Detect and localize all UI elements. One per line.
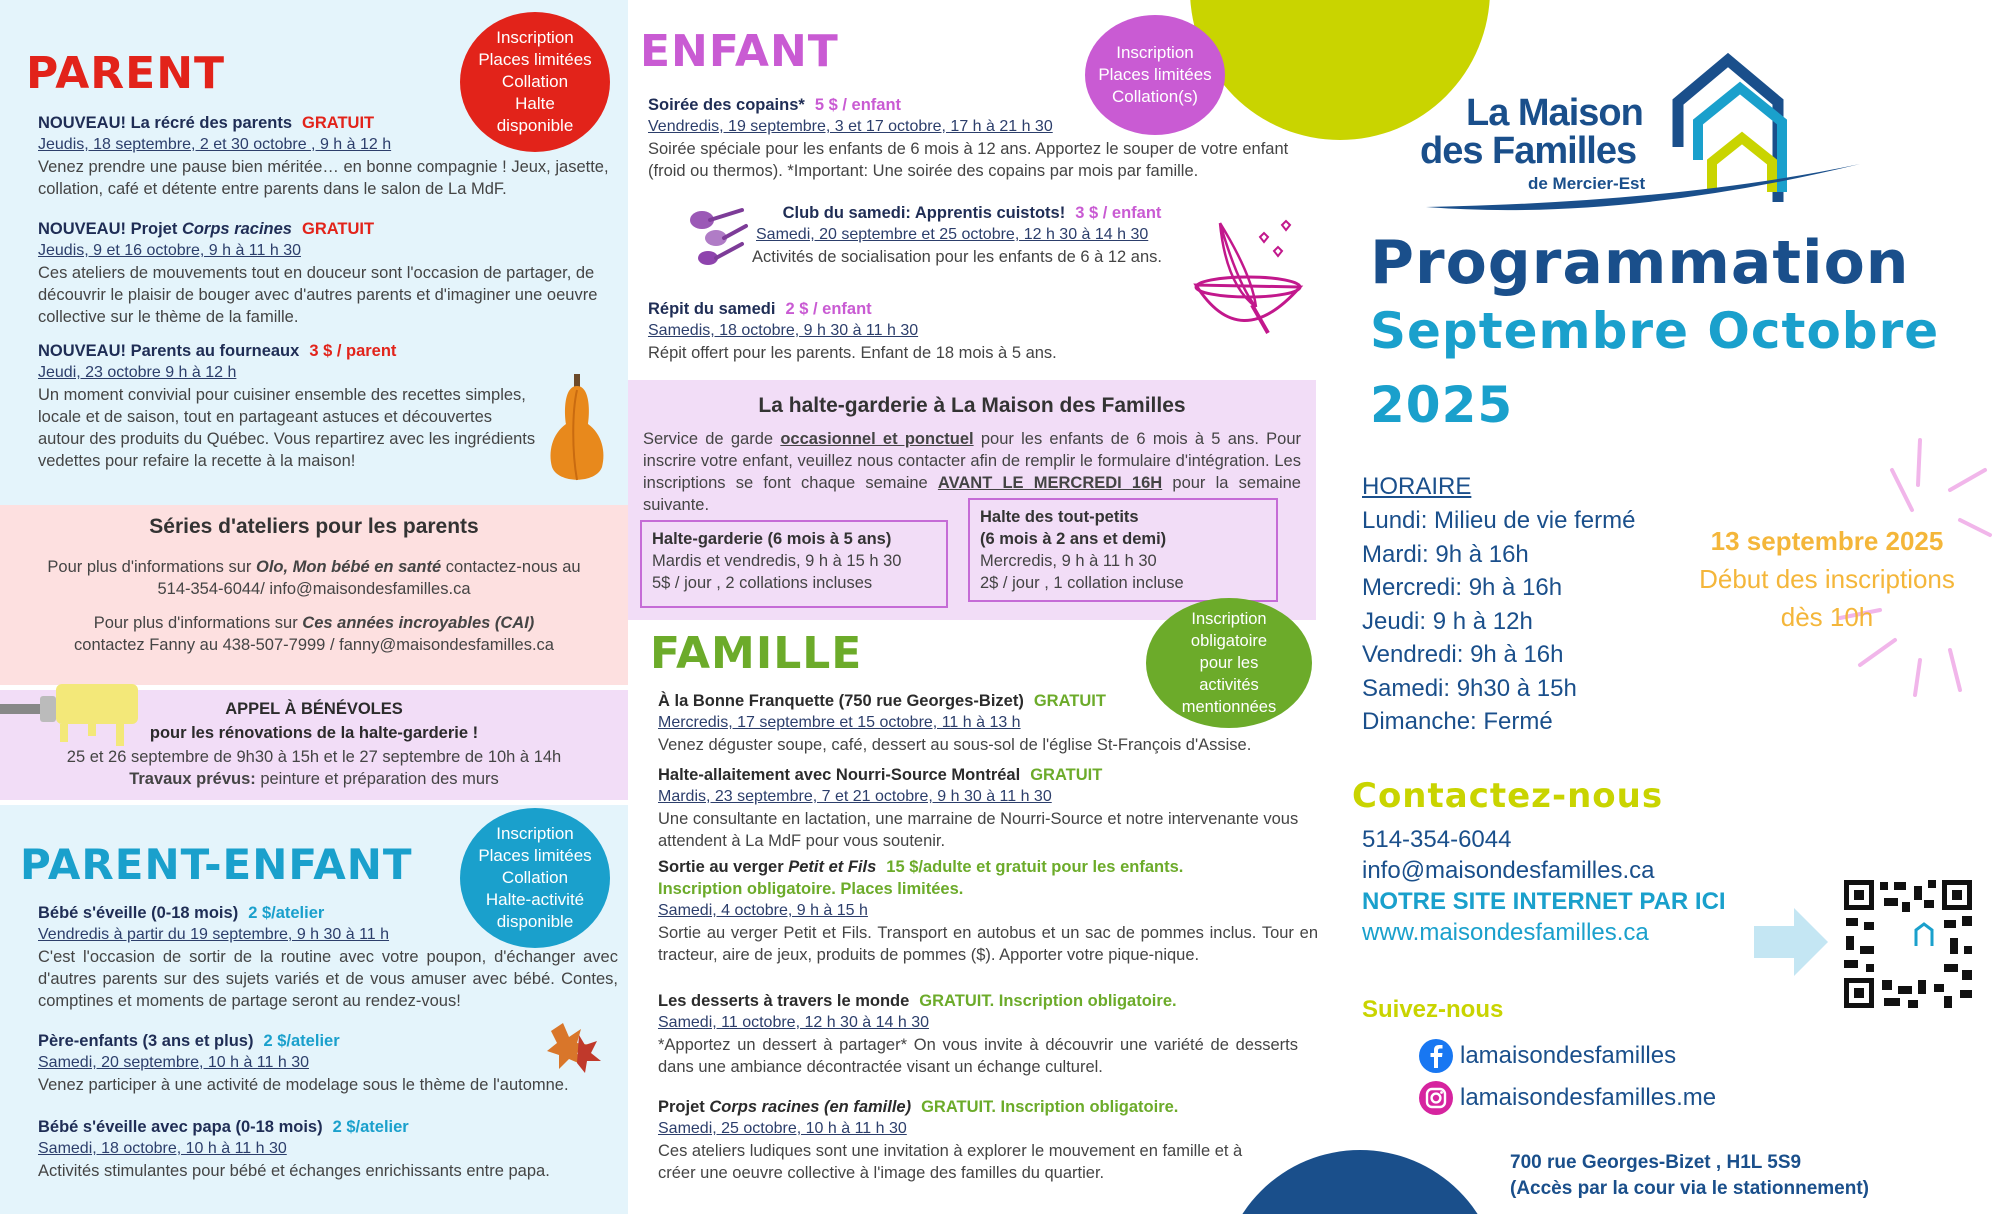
famille-title: FAMILLE: [650, 628, 863, 679]
famille-bubble-line: Inscription: [1191, 610, 1267, 628]
item-title: Halte-allaitement avec Nourri-Source Montréal: [658, 766, 1021, 784]
item-price: GRATUIT. Inscription obligatoire.: [921, 1098, 1179, 1116]
famille-bubble-line: obligatoire: [1190, 632, 1268, 650]
parent-bubble-line: Collation: [501, 72, 569, 91]
item-price: 2 $ / enfant: [785, 300, 872, 318]
facebook-handle: lamaisondesfamilles: [1460, 1042, 1677, 1069]
famille-item-5: [658, 1096, 1258, 1184]
horaire-line: Mardi: 9h à 16h: [1362, 540, 1529, 568]
prog-title: Programmation: [1370, 228, 1910, 298]
contact-block: [1362, 824, 1726, 948]
item-desc: Soirée spéciale pour les enfants de 6 mois à 12 ans. Apportez le souper de votre enfant (froid ou thermos). *Important: Une soirée des copains par mois par famille.: [648, 140, 1289, 180]
inscriptions-block: [1672, 522, 1982, 636]
item-date: Samedi, 11 octobre, 12 h 30 à 14 h 30: [658, 1014, 930, 1031]
item-price: GRATUIT: [301, 220, 375, 238]
item-title: Répit du samedi: [648, 300, 776, 318]
contact-site-link[interactable]: www.maisondesfamilles.ca: [1362, 919, 1649, 946]
parent-title: PARENT: [26, 48, 226, 99]
famille-item-2: [658, 764, 1318, 852]
parent-item-3: [38, 340, 543, 472]
instagram-row[interactable]: [1418, 1080, 1716, 1116]
facebook-icon: [1418, 1038, 1454, 1074]
item-price-2: Inscription obligatoire. Places limitées.: [658, 880, 964, 898]
famille-bubble-line: activités: [1199, 676, 1259, 694]
item-price: 3 $ / enfant: [1075, 204, 1162, 222]
item-desc: C'est l'occasion de sortir de la routine avec votre poupon, d'échanger avec d'autres parents sur des sujets variés et de vous amuser avec bébé. Contes, comptines et moments de partage seront au rendez-vous!: [38, 948, 618, 1010]
halte-desc: Service de garde occasionnel et ponctuel pour les enfants de 6 mois à 5 ans. Pour inscrire votre enfant, veuillez nous contacter afin de remplir le formulaire d'intégration. Les inscriptions se font chaque semaine AVANT LE MERCREDI 16H pour la semaine suivante.: [643, 430, 1302, 514]
item-date: Samedi, 20 septembre et 25 octobre, 12 h 30 à 14 h 30: [756, 226, 1149, 243]
parent-bubble-line: Inscription: [496, 28, 574, 47]
horaire-line: Vendredi: 9h à 16h: [1362, 641, 1564, 668]
item-price: 3 $ / parent: [309, 342, 397, 360]
item-title: Père-enfants (3 ans et plus): [38, 1032, 254, 1050]
address-line-2: (Accès par la cour via le stationnement): [1510, 1178, 1870, 1199]
inscriptions-label: Début des inscriptions: [1699, 564, 1955, 594]
parent-item-1: [38, 112, 628, 200]
pe-bubble-line: disponible: [496, 912, 574, 931]
horaire-line: Samedi: 9h30 à 15h: [1362, 674, 1577, 702]
item-price: GRATUIT: [1033, 692, 1106, 710]
inscriptions-time: dès 10h: [1780, 602, 1874, 632]
item-price: GRATUIT: [302, 114, 375, 132]
famille-item-1: [658, 690, 1318, 756]
logo-text-3: de Mercier-Est: [1528, 174, 1646, 193]
prog-months: Septembre Octobre: [1370, 302, 1940, 360]
famille-bubble-line: mentionnées: [1181, 698, 1277, 716]
item-desc: Activités stimulantes pour bébé et échanges enrichissants entre papa.: [38, 1162, 550, 1180]
item-date: Jeudis, 18 septembre, 2 et 30 octobre , 9 h à 12 h: [38, 136, 392, 153]
item-title: Les desserts à travers le monde: [658, 992, 910, 1010]
pe-bubble-line: Halte-activité: [485, 890, 585, 909]
pe-item-2: [38, 1030, 618, 1096]
item-price: 5 $ / enfant: [814, 96, 902, 114]
item-title: Bébé s'éveille avec papa (0-18 mois): [38, 1118, 323, 1136]
address-block: [1510, 1150, 1869, 1202]
qr-code[interactable]: [1840, 876, 1976, 1012]
famille-bubble-line: pour les: [1199, 654, 1259, 672]
enfant-bubble-line: Collation(s): [1112, 87, 1198, 106]
item-desc: Une consultante en lactation, une marraine de Nourri-Source et notre intervenante vous attendent à La MdF pour vous soutenir.: [658, 810, 1299, 850]
contact-title: Contactez-nous: [1352, 776, 1664, 816]
series-line-1: Pour plus d'informations sur Olo, Mon bébé en santé contactez-nous au: [47, 558, 581, 576]
item-price: 2 $/atelier: [332, 1118, 409, 1136]
horaire-line: Dimanche: Fermé: [1362, 708, 1553, 735]
item-date: Samedi, 18 octobre, 10 h à 11 h 30: [38, 1140, 287, 1157]
parent-bubble-line: Places limitées: [478, 50, 592, 69]
item-date: Mercredis, 17 septembre et 15 octobre, 11 h à 13 h: [658, 714, 1021, 731]
social-title: Suivez-nous: [1362, 996, 1504, 1023]
horaire-title: HORAIRE: [1362, 473, 1472, 500]
item-date: Samedis, 18 octobre, 9 h 30 à 11 h 30: [648, 322, 919, 339]
parent-item-2: [38, 218, 628, 328]
enfant-item-2: [752, 202, 1192, 268]
enfant-title: ENFANT: [640, 26, 839, 77]
item-date: Vendredis, 19 septembre, 3 et 17 octobre, 17 h à 21 h 30: [648, 118, 1053, 135]
series-line-2: 514-354-6044/ info@maisondesfamilles.ca: [157, 580, 471, 598]
measuring-spoons-icon: [680, 200, 750, 280]
parent-enfant-title: PARENT-ENFANT: [20, 840, 413, 889]
inscriptions-date: 13 septembre 2025: [1710, 526, 1944, 556]
facebook-row[interactable]: [1418, 1038, 1676, 1074]
logo-text-2: des Familles: [1420, 130, 1637, 172]
pe-item-3: [38, 1116, 618, 1182]
contact-site-label: NOTRE SITE INTERNET PAR ICI: [1362, 888, 1726, 915]
enfant-bubble-line: Places limitées: [1098, 65, 1212, 84]
item-title: Club du samedi: Apprentis cuistots!: [782, 204, 1066, 222]
instagram-handle: lamaisondesfamilles.me: [1460, 1084, 1717, 1111]
item-price: 15 $/adulte et gratuit pour les enfants.: [886, 858, 1184, 876]
pe-bubble-line: Inscription: [496, 824, 574, 843]
autumn-leaves-icon: [545, 1015, 605, 1075]
squash-icon: [542, 372, 612, 487]
item-desc: Un moment convivial pour cuisiner ensemble des recettes simples, locale et de saison, tout en partageant astuces et découvertes autour des produits du Québec. Vous repartirez avec les ingrédients vedettes pour refaire la recette à la maison!: [38, 386, 536, 470]
item-title: NOUVEAU! Parents au fourneaux: [38, 342, 300, 360]
item-desc: Venez prendre une pause bien méritée… en bonne compagnie ! Jeux, jasette, collation, café et détente entre parents dans le salon de La MdF.: [38, 158, 609, 198]
item-title: NOUVEAU! La récré des parents: [38, 114, 293, 132]
halte-box-title: Halte-garderie (6 mois à 5 ans): [652, 530, 892, 548]
contact-phone[interactable]: 514-354-6044: [1362, 826, 1512, 853]
item-desc: Ces ateliers de mouvements tout en douceur sont l'occasion de partager, de découvrir le plaisir de bouger avec d'autres parents et d'imaginer une oeuvre collective sur le thème de la famille.: [38, 264, 598, 326]
item-desc: Activités de socialisation pour les enfants de 6 à 12 ans.: [752, 248, 1162, 266]
item-desc: Venez déguster soupe, café, dessert au sous-sol de l'église St-François d'Assise.: [658, 736, 1252, 754]
item-date: Samedi, 4 octobre, 9 h à 15 h: [658, 902, 868, 919]
famille-item-4: [658, 990, 1298, 1078]
item-desc: Ces ateliers ludiques sont une invitation à explorer le mouvement en famille et à créer une oeuvre collective à l'image des familles du quartier.: [658, 1142, 1243, 1182]
halte-box-line: 5$ / jour , 2 collations incluses: [652, 574, 873, 592]
halte-box-title: Halte des tout-petits: [980, 508, 1139, 526]
navy-circle: [1220, 1150, 1500, 1214]
logo-text-1: La Maison: [1466, 92, 1643, 134]
volunteer-title: APPEL À BÉNÉVOLES: [225, 700, 403, 718]
halte-box-2: [968, 498, 1278, 602]
item-price: GRATUIT: [1030, 766, 1103, 784]
enfant-bubble-line: Inscription: [1116, 43, 1194, 62]
item-date: Samedi, 25 octobre, 10 h à 11 h 30: [658, 1120, 907, 1137]
volunteer-sub: pour les rénovations de la halte-garderie !: [149, 724, 479, 742]
arrow-right-icon: [1750, 902, 1830, 982]
item-price: 2 $/atelier: [263, 1032, 340, 1050]
pe-item-1: [38, 902, 618, 1012]
contact-email[interactable]: info@maisondesfamilles.ca: [1362, 857, 1655, 884]
item-desc: Sortie au verger Petit et Fils. Transport en autobus et un sac de pommes inclus. Tour en tracteur, aire de jeux, produits de pommes ($). Apporter votre pique-nique.: [658, 924, 1318, 964]
item-desc: *Apportez un dessert à partager* On vous invite à découvrir une variété de desserts dans une ambiance décontractée visant un échange culturel.: [658, 1036, 1298, 1076]
halte-box-line: Mardis et vendredis, 9 h à 15 h 30: [652, 552, 902, 570]
horaire-line: Lundi: Milieu de vie fermé: [1362, 507, 1636, 534]
series-block: [0, 512, 628, 656]
horaire-block: [1362, 470, 1635, 739]
volunteer-block: [0, 698, 628, 790]
item-date: Jeudis, 9 et 16 octobre, 9 h à 11 h 30: [38, 242, 301, 259]
parent-bubble-line: disponible: [496, 116, 574, 135]
address-line-1: 700 rue Georges-Bizet , H1L 5S9: [1510, 1152, 1802, 1173]
item-desc: Venez participer à une activité de modelage sous le thème de l'automne.: [38, 1076, 569, 1094]
item-title: Bébé s'éveille (0-18 mois): [38, 904, 239, 922]
series-title: Séries d'ateliers pour les parents: [149, 515, 479, 538]
halte-box-line: Mercredis, 9 h à 11 h 30: [980, 552, 1157, 570]
pe-bubble-line: Collation: [501, 868, 569, 887]
item-title: NOUVEAU! Projet Corps racines: [38, 220, 292, 238]
item-date: Samedi, 20 septembre, 10 h à 11 h 30: [38, 1054, 309, 1071]
item-price: 2 $/atelier: [248, 904, 325, 922]
item-title: Soirée des copains*: [648, 96, 805, 114]
halte-box-line: 2$ / jour , 1 collation incluse: [980, 574, 1184, 592]
item-title: Projet Corps racines (en famille): [658, 1098, 912, 1116]
item-date: Vendredis à partir du 19 septembre, 9 h 30 à 11 h: [38, 926, 390, 943]
enfant-item-3: [648, 298, 1248, 364]
parent-bubble-line: Halte: [515, 94, 555, 113]
volunteer-work: Travaux prévus: peinture et préparation des murs: [129, 770, 499, 788]
volunteer-dates: 25 et 26 septembre de 9h30 à 15h et le 27 septembre de 10h à 14h: [66, 748, 562, 766]
item-desc: Répit offert pour les parents. Enfant de 18 mois à 5 ans.: [648, 344, 1057, 362]
series-line-4: contactez Fanny au 438-507-7999 / fanny@maisondesfamilles.ca: [74, 636, 554, 654]
item-title: À la Bonne Franquette (750 rue Georges-Bizet): [658, 692, 1024, 710]
enfant-item-1: [648, 94, 1298, 182]
item-date: Jeudi, 23 octobre 9 h à 12 h: [38, 364, 237, 381]
logo: [1420, 52, 1900, 222]
item-date: Mardis, 23 septembre, 7 et 21 octobre, 9 h 30 à 11 h 30: [658, 788, 1052, 805]
item-price: GRATUIT. Inscription obligatoire.: [919, 992, 1177, 1010]
halte-title: La halte-garderie à La Maison des Familles: [758, 394, 1186, 417]
famille-item-3: [658, 856, 1318, 966]
horaire-line: Mercredi: 9h à 16h: [1362, 574, 1563, 601]
instagram-icon: [1418, 1080, 1454, 1116]
horaire-line: Jeudi: 9 h à 12h: [1362, 607, 1533, 635]
halte-box-1: [640, 520, 948, 608]
pe-bubble-line: Places limitées: [478, 846, 592, 865]
item-title: Sortie au verger Petit et Fils: [658, 858, 877, 876]
series-line-3: Pour plus d'informations sur Ces années incroyables (CAI): [93, 614, 535, 632]
halte-box-title-2: (6 mois à 2 ans et demi): [980, 530, 1167, 548]
prog-year: 2025: [1370, 376, 1514, 434]
